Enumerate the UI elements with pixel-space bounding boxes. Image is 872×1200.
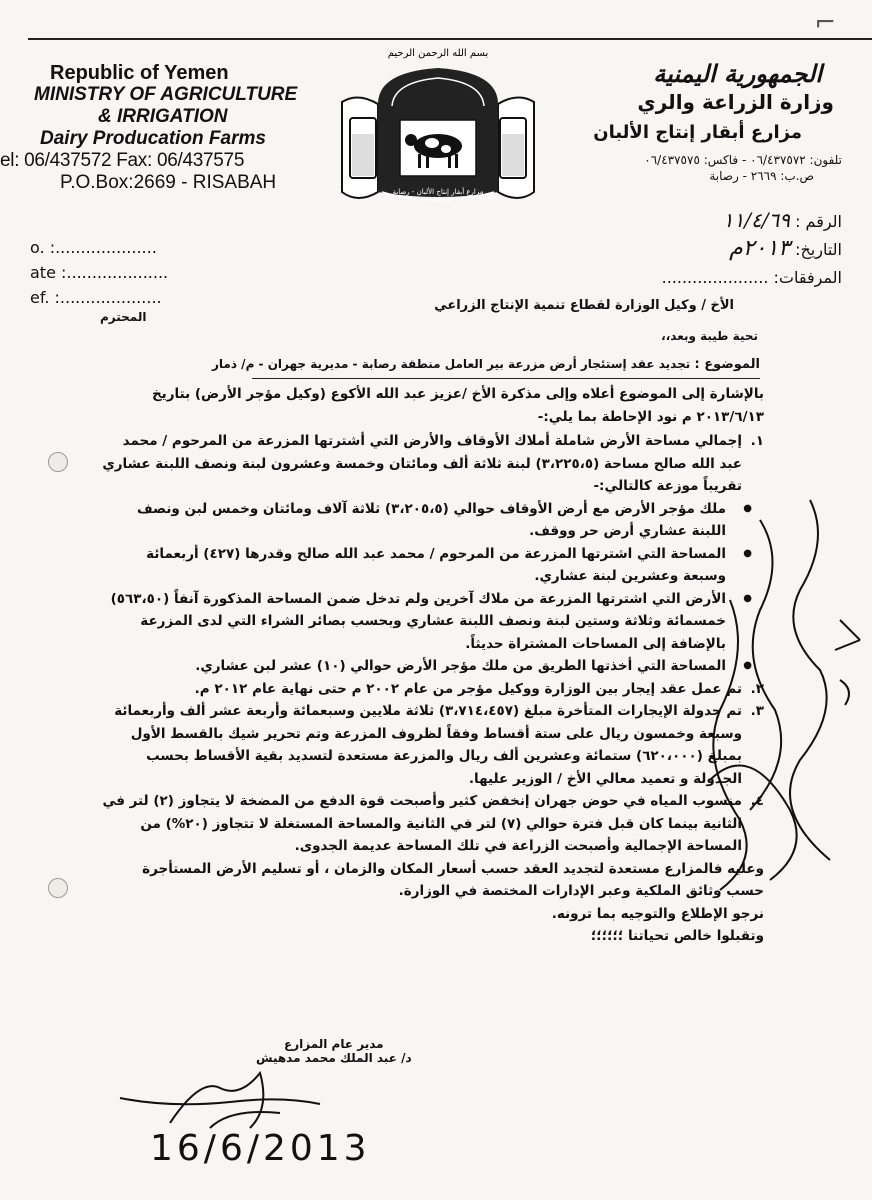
greeting: تحية طيبة وبعد،، [661,329,758,343]
no-label-ar: الرقم : [795,212,842,231]
item-1-text: إجمالي مساحة الأرض شاملة أملاك الأوقاف والأرض التي أشترتها المزرعة من المرحوم / محمد عبد الله صالح مساحة (٣،٢٢٥،٥) لبنة ثلاثة ألف ومائتان وخمسة وعشرون لبنة ونصف اللبنة عشاري تقريباً موزعة كالتالي:- [102,433,742,494]
item-3-text: تم جدولة الإيجارات المتأخرة مبلغ (٣،٧١٤،٤٥٧) ثلاثة ملايين وسبعمائة وأربعة عشر ألف وأربعمائة وسبعة وخمسون ريال على ستة أقساط وفقاً لظروف المزرعة وتم تحرير شيك بالقسط الأول بمبلغ (٦٢٠،٠٠٠) ستمائة وعشرين ألف ريال والمزرعة مستعدة لتسديد بقية الأقساط بحسب الجدولة و تعميد معالي الأخ / الوزير عليها. [114,703,742,787]
ref-ref-en [30,288,162,307]
ref-date-en [30,263,168,282]
phone-fax-ar: تلفون: ٠٦/٤٣٧٥٧٢ - فاكس: ٠٦/٤٣٧٥٧٥ [644,153,842,167]
bullet-item: ● ملك مؤجر الأرض مع أرض الأوقاف حوالي (٣،٢٠٥،٥) ثلاثة آلاف ومائتان وخمس لبن ونصف اللبنة عشاري أرض حر ووقف. [102,498,726,543]
att-dots-ar: ..................... [661,268,769,287]
conclusion-paragraph [102,858,764,903]
letterhead-arabic [572,60,842,183]
date-label-ar: التاريخ: [795,240,842,259]
item-3 [102,700,764,790]
bullet-item: ● المساحة التي أخذتها الطريق من ملك مؤجر الأرض حوالي (١٠) عشر لبن عشاري. [102,655,726,678]
bismillah-text: بسم الله الرحمن الرحيم [387,48,489,59]
conclusion-text: فالمزارع مستعدة لتجديد العقد حسب أسعار المكان والزمان ، أو تسليم الأرض المستأجرة حسب وثائق الملكية وعبر الإدارات المختصة في الوزارة. [142,860,764,899]
country-en: Republic of Yemen [50,62,229,84]
conclusion-label: وعليه [727,860,764,877]
handwritten-date: 16/6/2013 [150,1128,371,1169]
ministry-en-line2: & IRRIGATION [98,106,228,127]
request-line: نرجو الإطلاع والتوجيه بما ترونه. [551,905,764,922]
corner-mark: ⌐ [814,8,836,38]
subject-line [140,357,760,372]
ref-date-ar [582,236,842,261]
signatory-title: مدير عام المزارع [284,1037,384,1051]
ministry-en-line1: MINISTRY OF AGRICULTURE [34,84,298,105]
ref-dots-en: :.................... [54,288,162,307]
addressee: الأخ / وكيل الوزارة لقطاع تنمية الإنتاج الزراعي [434,298,734,313]
item-3-number: ٣. [750,703,764,719]
punch-hole-bottom [48,878,68,898]
letter-body [102,383,764,948]
closing-line: وتقبلوا خالص تحياتنا ؛؛؛؛؛؛ [590,928,764,944]
ref-no-en [30,238,157,257]
item-2-number: ٢. [750,680,764,697]
no-label-en: o. [30,238,45,257]
subject-underline [252,378,760,379]
bullet-item: ● الأرض التي اشترتها المزرعة من ملاك آخرين ولم تدخل ضمن المساحة المذكورة آنفاً (٥٦٣،٥٠) خمسمائة وثلاثة وستين لبنة ونصف اللبنة عشاري وبحسب بصائر الشراء التي لدى المزرعة بالإضافة إلى المساحات المشتراة حديثاً. [102,588,726,656]
ref-att-ar [582,268,842,287]
date-label-en: ate [30,263,56,282]
att-label-ar: المرفقات: [773,268,842,287]
letterhead-english [0,62,300,194]
top-rule [28,38,872,40]
ref-no-ar [582,208,842,232]
farms-en: Dairy Producation Farms [40,128,266,149]
punch-hole-top [48,452,68,472]
no-value-ar: ١١/٤/٦٩ [722,208,790,232]
item-4-text: منسوب المياه في حوض جهران إنخفض كثير وأصبحت قوة الدفع من المضخة لا يتجاوز (٢) لتر في الثانية بينما كان قبل فترة حوالي (٧) لتر في الثانية والمساحة المستغلة لا تتجاوز (٢٠%) من المساحة الإجمالية وأصبحت الزراعة في تلك المساحة عديمة الجدوى. [102,793,742,854]
item-2 [102,678,764,701]
item-1-number: ١. [750,433,764,449]
pobox-ar: ص.ب: ٢٦٦٩ - رصابة [709,169,814,183]
item-2-text: تم عمل عقد إيجار بين الوزارة ووكيل مؤجر من عام ٢٠٠٢ م حتى نهاية عام ٢٠١٢ م. [194,680,742,697]
ministry-ar: وزارة الزراعة والري [637,90,834,114]
signature-block [256,1037,412,1065]
bullet-item: ● المساحة التي اشترتها المزرعة من المرحوم / محمد عبد الله صالح وقدرها (٤٢٧) أربعمائة وسبعة وعشرين لبنة عشاري. [102,543,726,588]
honorific: المحترم [100,310,147,324]
item-4-number: ٤. [750,793,764,809]
pobox-en: P.O.Box:2669 - RISABAH [60,172,277,193]
subject-text: تجديد عقد إستئجار أرض مزرعة بير العامل منطقة رصابة - مديرية جهران - م/ ذمار [212,357,691,371]
phone-fax-en: el: 06/437572 Fax: 06/437575 [0,150,245,171]
subject-label: الموضوع : [694,357,760,372]
item-1 [102,430,764,498]
seal-text: مزارع أبقار إنتاج الألبان - رصابة [392,188,484,196]
ref-label-en: ef. [30,288,50,307]
area-breakdown-list [102,498,764,678]
date-value-ar: ٢٠١٣م [729,236,790,261]
country-ar: الجمهورية اليمنية [653,60,822,88]
signatory-name: د/ عبد الملك محمد مدهيش [256,1051,412,1065]
date-dots-en: :.................... [61,263,169,282]
no-dots-en: :.................... [49,238,157,257]
handwritten-margin-note [690,480,872,900]
dairy-farm-logo [338,42,538,208]
item-4 [102,790,764,858]
intro-paragraph: بالإشارة إلى الموضوع أعلاه وإلى مذكرة الأخ /عزيز عبد الله الأكوع (وكيل مؤجر الأرض) بتاريخ ٢٠١٣/٦/١٣ م نود الإحاطة بما يلي:- [151,386,764,425]
farms-ar: مزارع أبقار إنتاج الألبان [593,122,802,143]
